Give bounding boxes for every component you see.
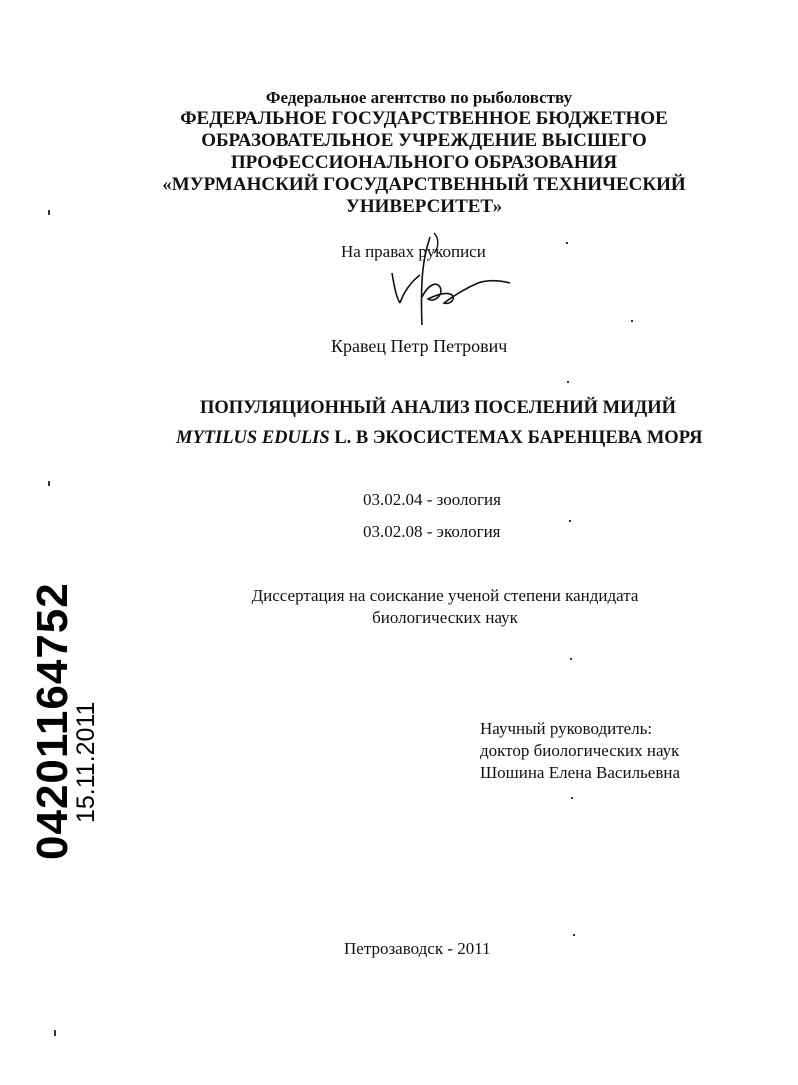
handwritten-signature <box>378 225 518 330</box>
library-stamp-date: 15.11.2011 <box>72 701 100 823</box>
institution-line: ПРОФЕССИОНАЛЬНОГО ОБРАЗОВАНИЯ <box>230 152 618 173</box>
author-name: Кравец Петр Петрович <box>331 336 508 356</box>
institution-line: «МУРМАНСКИЙ ГОСУДАРСТВЕННЫЙ ТЕХНИЧЕСКИЙ <box>162 174 686 195</box>
supervisor-degree: доктор биологических наук <box>480 741 680 760</box>
library-stamp-number: 04201164752 <box>28 582 77 860</box>
dissertation-statement-line2: биологических наук <box>372 608 518 627</box>
scan-speck <box>631 320 633 322</box>
institution-line: ОБРАЗОВАТЕЛЬНОЕ УЧРЕЖДЕНИЕ ВЫСШЕГО <box>201 130 647 151</box>
scan-speck <box>48 481 50 486</box>
scan-speck <box>570 658 572 660</box>
title-line2-rest: L. В ЭКОСИСТЕМАХ БАРЕНЦЕВА МОРЯ <box>329 428 703 448</box>
scan-speck <box>571 797 573 799</box>
dissertation-statement <box>0 585 798 629</box>
dissertation-title-line2 <box>176 428 702 449</box>
scan-speck <box>573 934 575 936</box>
scan-speck <box>54 1030 56 1036</box>
supervisor-label: Научный руководитель: <box>480 719 653 738</box>
specialty-ecology: 03.02.08 - экология <box>363 522 501 541</box>
institution-line: ФЕДЕРАЛЬНОЕ ГОСУДАРСТВЕННОЕ БЮДЖЕТНОЕ <box>180 108 668 129</box>
scan-speck <box>48 210 50 215</box>
dissertation-title-line1: ПОПУЛЯЦИОННЫЙ АНАЛИЗ ПОСЕЛЕНИЙ МИДИЙ <box>200 398 676 418</box>
specialty-zoology: 03.02.04 - зоология <box>363 490 501 509</box>
dissertation-statement-line1: Диссертация на соискание ученой степени кандидата <box>251 586 639 605</box>
supervisor-name: Шошина Елена Васильевна <box>480 763 681 782</box>
agency-name: Федеральное агентство по рыболовству <box>265 88 573 107</box>
rights-note: На правах рукописи <box>341 242 486 261</box>
place-and-year: Петрозаводск - 2011 <box>344 939 491 958</box>
institution-line: УНИВЕРСИТЕТ» <box>345 196 503 217</box>
scan-speck <box>566 242 568 244</box>
species-name: MYTILUS EDULIS <box>176 428 330 448</box>
institution-name <box>25 108 798 218</box>
scan-speck <box>569 520 571 522</box>
scan-speck <box>567 381 569 383</box>
